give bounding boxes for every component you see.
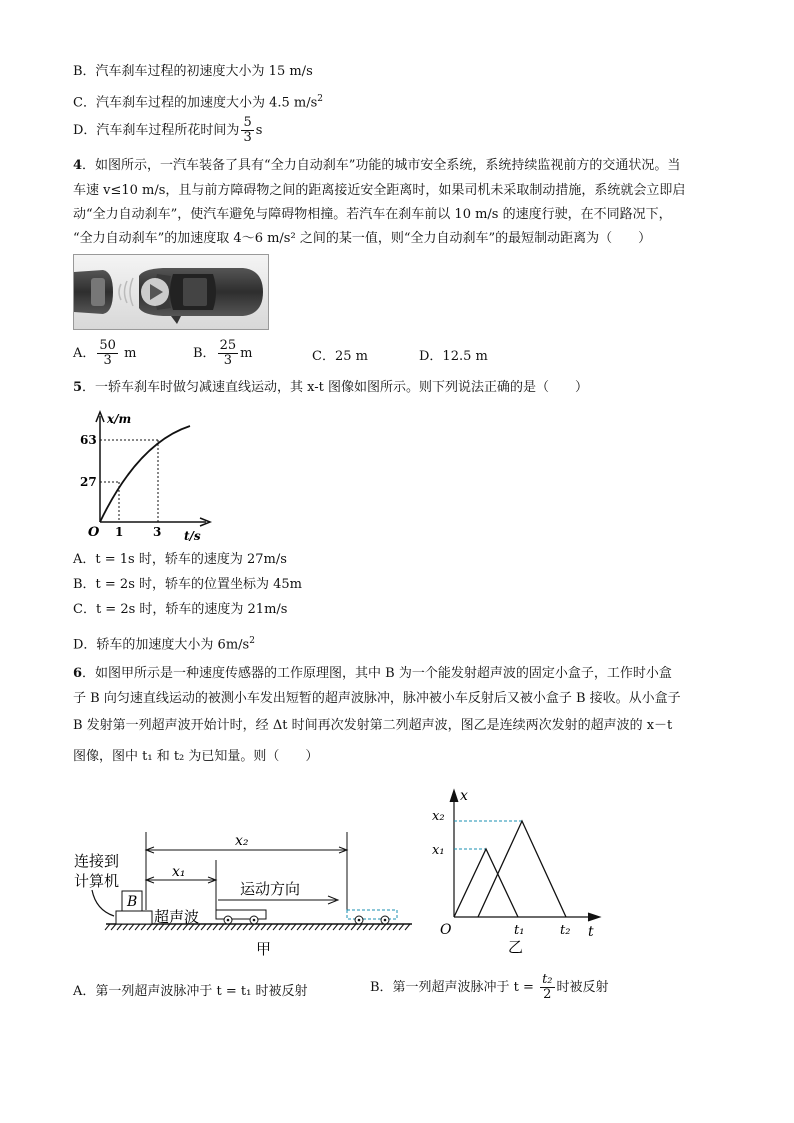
- q5-option-a: A．t = 1s 时，轿车的速度为 27m/s: [73, 552, 287, 567]
- q3-option-c: [73, 89, 323, 113]
- y-axis-label: x/m: [107, 412, 132, 426]
- hatch-line: [105, 924, 110, 930]
- q6-line-1: [73, 664, 672, 684]
- y-axis-label: x: [460, 788, 468, 804]
- q6-text-1: ．如图甲所示是一种速度传感器的工作原理图，其中 B 为一个能发射超声波的固定小盒子，工作时小盒: [82, 666, 672, 681]
- x-axis-label: t/s: [184, 529, 201, 543]
- q5-line: [73, 378, 588, 398]
- q6-line-3: B 发射第一列超声波开始计时，经 Δt 时间再次发射第二列超声波，图乙是连续两次发射的超声波的 x－t: [73, 718, 673, 733]
- q3-option-d: [73, 114, 262, 148]
- q4-option-d: D．12.5 m: [419, 349, 488, 364]
- hatch-line: [309, 924, 314, 930]
- q6-figure-yi: [430, 782, 610, 958]
- hatch-line: [405, 924, 410, 930]
- q3-option-c-text: C．汽车刹车过程的加速度大小为 4.5 m/s: [73, 95, 318, 111]
- hatch-line: [303, 924, 308, 930]
- cable: [92, 890, 114, 916]
- q6-figure-jia: [70, 818, 415, 966]
- hatch-line: [369, 924, 374, 930]
- wave-1-path: [454, 849, 518, 917]
- hatch-line: [345, 924, 350, 930]
- frac-numerator: t₂: [542, 972, 553, 987]
- origin-label: O: [440, 922, 452, 938]
- hatch-line: [147, 924, 152, 930]
- q4-line-3: 动“全力自动刹车”，使汽车避免与障碍物相撞。若汽车在刹车前以 10 m/s 的速度行驶，在不同路况下，: [73, 207, 672, 222]
- ground-hatch: [105, 924, 410, 930]
- y-tick-27: 27: [80, 475, 97, 489]
- hatch-line: [135, 924, 140, 930]
- x1-label: x₁: [172, 864, 186, 880]
- q4-line-1: [73, 156, 680, 176]
- option-label: B．: [193, 346, 216, 361]
- x-tick-3: 3: [153, 525, 162, 539]
- option-label: A．: [73, 346, 96, 361]
- q4-text-1: ．如图所示，一汽车装备了具有“全力自动刹车”功能的城市安全系统，系统持续监视前方的交通状况。当: [82, 158, 681, 173]
- x1-label: x₁: [432, 843, 445, 858]
- car-braking-image: [73, 254, 269, 330]
- frac-denominator: 2: [543, 987, 552, 1002]
- hatch-line: [111, 924, 116, 930]
- hatch-line: [255, 924, 260, 930]
- q3-option-d-fraction: [241, 116, 253, 145]
- hatch-line: [351, 924, 356, 930]
- q4-option-b: [193, 337, 252, 371]
- hatch-line: [363, 924, 368, 930]
- q4-option-a-fraction: [97, 339, 118, 368]
- wave-label: 超声波: [154, 908, 200, 926]
- hatch-line: [333, 924, 338, 930]
- q5-option-d-text: D．轿车的加速度大小为 6m/s: [73, 637, 250, 653]
- hatch-line: [267, 924, 272, 930]
- hatch-line: [231, 924, 236, 930]
- box-b-label: B: [127, 894, 138, 910]
- hatch-line: [291, 924, 296, 930]
- q4-option-a: [73, 337, 136, 371]
- hatch-line: [339, 924, 344, 930]
- q3-option-d-unit: s: [255, 123, 263, 138]
- x2-label: x₂: [235, 833, 249, 849]
- q6-option-a: A．第一列超声波脉冲于 t = t₁ 时被反射: [73, 984, 308, 999]
- hatch-line: [273, 924, 278, 930]
- y-axis-arrow: [450, 790, 458, 802]
- x-axis-arrow: [588, 913, 600, 921]
- q4-option-b-fraction: [218, 339, 239, 368]
- hatch-line: [357, 924, 362, 930]
- car-2-dashed: [347, 910, 397, 919]
- q6-option-b-suffix: 时被反射: [556, 980, 609, 995]
- hatch-line: [387, 924, 392, 930]
- q4-number: 4: [73, 158, 83, 173]
- frac-numerator: 25: [219, 338, 237, 353]
- hatch-line: [237, 924, 242, 930]
- q6-option-b-fraction: [540, 973, 554, 1002]
- q3-option-b: B．汽车刹车过程的初速度大小为 15 m/s: [73, 64, 313, 79]
- hatch-line: [381, 924, 386, 930]
- q6-line-4: 图像，图中 t₁ 和 t₂ 为已知量。则（ ）: [73, 749, 319, 764]
- q6-number: 6: [73, 666, 83, 681]
- hatch-line: [129, 924, 134, 930]
- connect-label-2: 计算机: [74, 872, 120, 890]
- q3-option-d-text: D．汽车刹车过程所花时间为: [73, 123, 240, 138]
- x-axis-label: t: [588, 924, 594, 940]
- connect-label-1: 连接到: [74, 852, 120, 870]
- frac-denominator: 3: [103, 353, 112, 368]
- q5-text: ．一轿车刹车时做匀减速直线运动，其 x-t 图像如图所示。则下列说法正确的是（ ）: [82, 380, 589, 395]
- direction-label: 运动方向: [240, 880, 301, 898]
- hatch-line: [321, 924, 326, 930]
- hatch-line: [297, 924, 302, 930]
- hatch-line: [225, 924, 230, 930]
- q4-line-4: “全力自动刹车”的加速度取 4～6 m/s² 之间的某一值，则“全力自动刹车”的最短制动距离为（ ）: [73, 231, 652, 246]
- frac-numerator: 50: [99, 338, 116, 353]
- q5-option-b: B．t = 2s 时，轿车的位置坐标为 45m: [73, 577, 303, 592]
- hatch-line: [327, 924, 332, 930]
- q5-option-c: C．t = 2s 时，轿车的速度为 21m/s: [73, 602, 288, 617]
- option-unit: m: [124, 346, 137, 361]
- hatch-line: [279, 924, 284, 930]
- hatch-line: [141, 924, 146, 930]
- t2-label: t₂: [560, 923, 571, 938]
- q5-option-d: [73, 631, 255, 655]
- box-base: [116, 911, 152, 924]
- car-1: [216, 910, 266, 919]
- x2-label: x₂: [432, 809, 445, 824]
- hatch-line: [285, 924, 290, 930]
- hatch-line: [207, 924, 212, 930]
- option-unit: m: [240, 346, 253, 361]
- q5-option-d-sup: 2: [249, 636, 255, 646]
- hatch-line: [315, 924, 320, 930]
- hatch-line: [393, 924, 398, 930]
- hatch-line: [243, 924, 248, 930]
- hatch-line: [399, 924, 404, 930]
- q5-xt-graph: [78, 408, 218, 544]
- frac-numerator: 5: [243, 115, 252, 130]
- frac-denominator: 3: [243, 130, 252, 145]
- q5-number: 5: [73, 380, 83, 395]
- caption-yi: 乙: [508, 938, 524, 956]
- hatch-line: [249, 924, 254, 930]
- y-tick-63: 63: [80, 433, 97, 447]
- q4-line-2: 车速 v≤10 m/s，且与前方障碍物之间的距离接近安全距离时，如果司机未采取制动措施，系统就会立即启: [73, 183, 686, 198]
- x-tick-1: 1: [115, 525, 124, 539]
- frac-denominator: 3: [223, 353, 232, 368]
- wave-2-path: [478, 821, 566, 917]
- caption-jia: 甲: [256, 940, 272, 958]
- hatch-line: [219, 924, 224, 930]
- t1-label: t₁: [514, 923, 525, 938]
- hatch-line: [375, 924, 380, 930]
- origin-label: O: [88, 525, 100, 540]
- q6-option-b: [370, 970, 609, 1006]
- q6-option-b-text: B．第一列超声波脉冲于 t =: [370, 980, 534, 995]
- hatch-line: [123, 924, 128, 930]
- hatch-line: [201, 924, 206, 930]
- q3-option-c-sup: 2: [317, 94, 323, 104]
- hatch-line: [261, 924, 266, 930]
- q4-option-c: C．25 m: [312, 349, 368, 364]
- hatch-line: [213, 924, 218, 930]
- q6-line-2: 子 B 向匀速直线运动的被测小车发出短暂的超声波脉冲，脉冲被小车反射后又被小盒子 B 接收。从小盒子: [73, 691, 681, 706]
- hatch-line: [117, 924, 122, 930]
